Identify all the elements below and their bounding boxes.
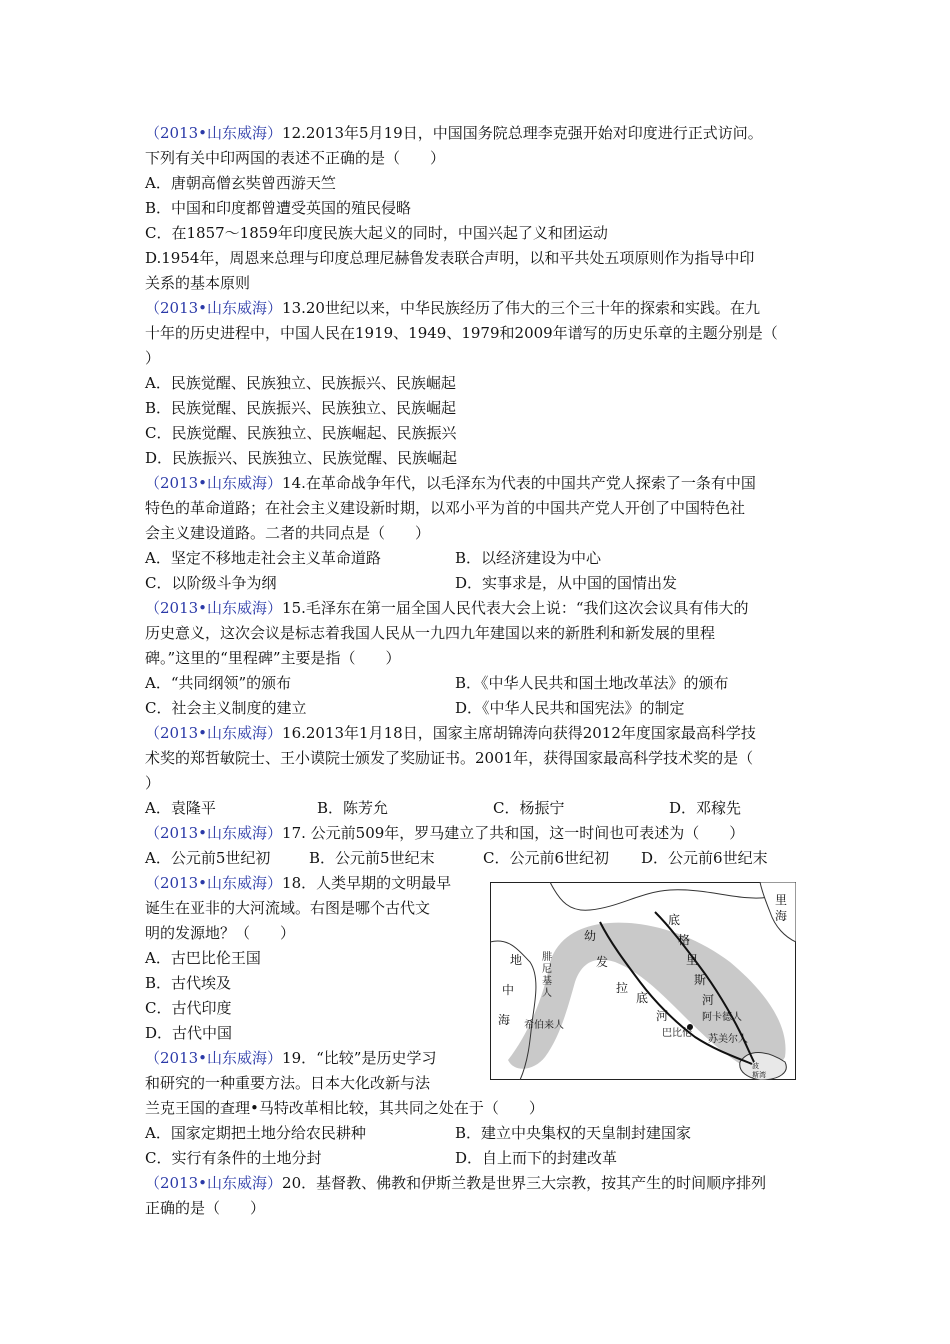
q19-source: （2013•山东威海） <box>145 1049 283 1067</box>
map-label-caspian-1: 里 <box>775 893 788 907</box>
q13-stem-line2: 十年的历史进程中，中国人民在1919、1949、1979和2009年谱写的历史乐章的主题分别是（ <box>145 324 778 342</box>
q13-option-a: A．民族觉醒、民族独立、民族振兴、民族崛起 <box>145 374 456 392</box>
q19-stem-line1: （2013•山东威海）19．“比较”是历史学习 <box>145 1049 437 1067</box>
q15-stem-line3: 碑。”这里的“里程碑”主要是指（ ） <box>145 649 401 667</box>
map-label-phoenicia-2: 尼 <box>542 964 552 975</box>
q17-options-row <box>145 846 810 871</box>
q15-options-row2 <box>145 696 810 721</box>
map-label-tigris-2: 格 <box>678 933 691 947</box>
q14-stem-line3: 会主义建设道路。二者的共同点是（ ） <box>145 524 431 542</box>
q15-stem-line2: 历史意义，这次会议是标志着我国人民从一九四九年建国以来的新胜利和新发展的里程 <box>145 624 716 642</box>
q15-options-row1 <box>145 671 810 696</box>
q15-stem-line1: （2013•山东威海）15.毛泽东在第一届全国人民代表大会上说：“我们这次会议具有伟大的 <box>145 599 749 617</box>
q14-options-row1 <box>145 546 810 571</box>
q13-stem-line3: ） <box>145 349 161 367</box>
q18-option-b: B．古代埃及 <box>145 974 232 992</box>
q14-option-c: C．以阶级斗争为纲 <box>145 574 277 592</box>
map-label-tigris-5: 河 <box>702 993 715 1007</box>
map-label-gulf-2: 斯湾 <box>752 1071 766 1079</box>
q12-source: （2013•山东威海） <box>145 124 283 142</box>
q18-stem-line2: 诞生在亚非的大河流域。右图是哪个古代文 <box>145 899 431 917</box>
q19-option-a: A．国家定期把土地分给农民耕种 <box>145 1124 366 1142</box>
map-label-akkad: 阿卡德人 <box>702 1012 742 1023</box>
q16-stem-line3: ） <box>145 774 161 792</box>
q14-option-a: A．坚定不移地走社会主义革命道路 <box>145 549 381 567</box>
map-label-tigris-3: 里 <box>686 953 699 967</box>
map-label-gulf-1: 波 <box>752 1062 759 1070</box>
map-label-med-3: 海 <box>498 1013 511 1027</box>
q19-options-row1 <box>145 1121 810 1146</box>
q18-option-c: C．古代印度 <box>145 999 232 1017</box>
q14-option-d: D．实事求是，从中国的国情出发 <box>455 574 678 592</box>
q14-stem-line2: 特色的革命道路；在社会主义建设新时期，以邓小平为首的中国共产党人开创了中国特色社 <box>145 499 746 517</box>
map-label-euphrates-2: 发 <box>596 955 609 969</box>
q12-option-c: C．在1857～1859年印度民族大起义的同时，中国兴起了义和团运动 <box>145 224 608 242</box>
q12-stem-line2: 下列有关中印两国的表述不正确的是（ ） <box>145 149 446 167</box>
q14-options-row2 <box>145 571 810 596</box>
q17-option-d: D．公元前6世纪末 <box>641 849 768 867</box>
q12-option-d-line2: 关系的基本原则 <box>145 274 251 292</box>
q16-option-b: B．陈芳允 <box>317 799 389 817</box>
q16-options-row <box>145 796 810 821</box>
map-label-euphrates-5: 河 <box>656 1009 669 1023</box>
q12-stem-line1: （2013•山东威海）12.2013年5月19日，中国国务院总理李克强开始对印度进行正式访问。 <box>145 124 763 142</box>
q19-options-row2 <box>145 1146 810 1171</box>
map-label-euphrates-3: 拉 <box>616 981 629 995</box>
map-label-tigris-1: 底 <box>668 913 681 927</box>
q17-option-a: A．公元前5世纪初 <box>145 849 271 867</box>
q16-stem-line2: 术奖的郑哲敏院士、王小谟院士颁发了奖励证书。2001年，获得国家最高科学技术奖的是（ <box>145 749 754 767</box>
q17-option-b: B．公元前5世纪末 <box>309 849 435 867</box>
q15-option-a: A．“共同纲领”的颁布 <box>145 674 292 692</box>
q20-stem-line2: 正确的是（ ） <box>145 1199 266 1217</box>
q19-stem-line2: 和研究的一种重要方法。日本大化改新与法 <box>145 1074 431 1092</box>
q12-option-d-line1: D.1954年，周恩来总理与印度总理尼赫鲁发表联合声明，以和平共处五项原则作为指导中印 <box>145 249 755 267</box>
q15-source: （2013•山东威海） <box>145 599 283 617</box>
q14-stem-line1: （2013•山东威海）14.在革命战争年代，以毛泽东为代表的中国共产党人探索了一条有中国 <box>145 474 756 492</box>
map-label-euphrates-4: 底 <box>636 991 649 1005</box>
q14-source: （2013•山东威海） <box>145 474 283 492</box>
q13-option-b: B．民族觉醒、民族振兴、民族独立、民族崛起 <box>145 399 457 417</box>
q17-option-c: C．公元前6世纪初 <box>483 849 610 867</box>
map-label-hebrew: 希伯来人 <box>524 1020 564 1031</box>
q16-option-d: D．邓稼先 <box>669 799 742 817</box>
map-label-phoenicia-1: 腓 <box>542 952 552 963</box>
q13-option-c: C．民族觉醒、民族独立、民族崛起、民族振兴 <box>145 424 457 442</box>
q18-option-a: A．古巴比伦王国 <box>145 949 261 967</box>
q12-option-b: B．中国和印度都曾遭受英国的殖民侵略 <box>145 199 412 217</box>
q13-option-d: D．民族振兴、民族独立、民族觉醒、民族崛起 <box>145 449 458 467</box>
q13-source: （2013•山东威海） <box>145 299 283 317</box>
map-label-euphrates-1: 幼 <box>584 929 597 943</box>
q15-option-b: B．《中华人民共和国土地改革法》的颁布 <box>455 674 729 692</box>
q15-option-d: D．《中华人民共和国宪法》的制定 <box>455 699 685 717</box>
q20-source: （2013•山东威海） <box>145 1174 283 1192</box>
q18-stem-line3: 明的发源地？（ ） <box>145 924 296 942</box>
map-label-tigris-4: 斯 <box>694 973 707 987</box>
map-label-babylon: 巴比伦 <box>662 1028 692 1039</box>
q16-option-a: A．袁隆平 <box>145 799 216 817</box>
q20-stem-line1: （2013•山东威海）20．基督教、佛教和伊斯兰教是世界三大宗教，按其产生的时间顺序排列 <box>145 1174 767 1192</box>
q14-option-b: B．以经济建设为中心 <box>455 549 602 567</box>
q19-option-c: C．实行有条件的土地分封 <box>145 1149 322 1167</box>
q19-stem-line3: 兰克王国的查理•马特改革相比较，其共同之处在于（ ） <box>145 1099 544 1117</box>
map-label-caspian-2: 海 <box>775 909 788 923</box>
q17-source: （2013•山东威海） <box>145 824 283 842</box>
q12-option-a: A．唐朝高僧玄奘曾西游天竺 <box>145 174 336 192</box>
q18-option-d: D．古代中国 <box>145 1024 233 1042</box>
q17-stem-line1: （2013•山东威海）17. 公元前509年，罗马建立了共和国，这一时间也可表述为（ ） <box>145 824 745 842</box>
q19-option-d: D．自上而下的封建改革 <box>455 1149 618 1167</box>
q19-option-b: B．建立中央集权的天皇制封建国家 <box>455 1124 692 1142</box>
q18-source: （2013•山东威海） <box>145 874 283 892</box>
q13-stem-line1: （2013•山东威海）13.20世纪以来，中华民族经历了伟大的三个三十年的探索和实践。在九 <box>145 299 760 317</box>
q16-stem-line1: （2013•山东威海）16.2013年1月18日，国家主席胡锦涛向获得2012年度国家最高科学技 <box>145 724 756 742</box>
map-label-phoenicia-4: 人 <box>542 988 552 999</box>
q15-option-c: C．社会主义制度的建立 <box>145 699 307 717</box>
q16-option-c: C．杨振宁 <box>493 799 565 817</box>
map-label-phoenicia-3: 基 <box>542 976 552 987</box>
mesopotamia-map <box>490 882 796 1080</box>
map-label-med-2: 中 <box>502 983 515 997</box>
q16-source: （2013•山东威海） <box>145 724 283 742</box>
map-svg <box>490 882 796 1080</box>
map-label-med-1: 地 <box>510 953 523 967</box>
map-label-sumer: 苏美尔人 <box>708 1034 748 1045</box>
q18-stem-line1: （2013•山东威海）18．人类早期的文明最早 <box>145 874 452 892</box>
